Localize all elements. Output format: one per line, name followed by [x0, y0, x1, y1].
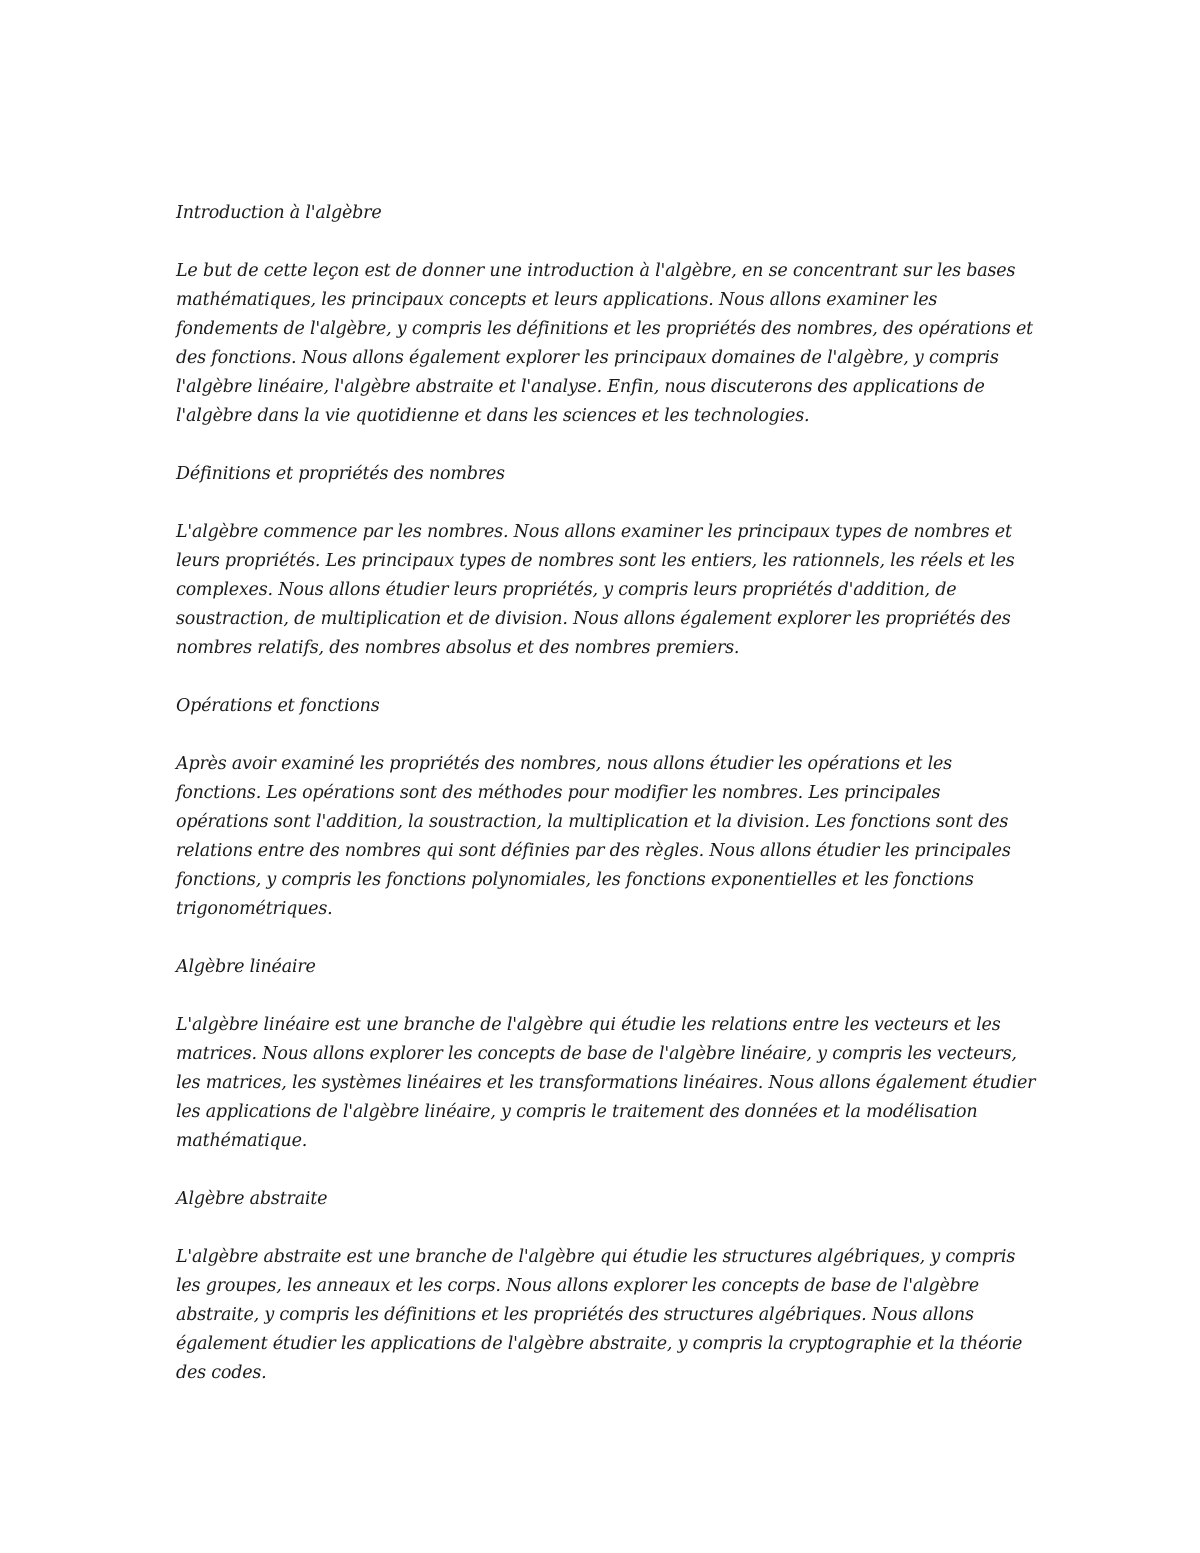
document-content — [176, 199, 1036, 1417]
section-body-operations: Après avoir examiné les propriétés des nombres, nous allons étudier les opérations et les fonctions. Les opérations sont des méthodes pour modifier les nombres. Les principales opérations sont l'addition, la soustraction, la multiplication et la division. Les fonctions sont des relations entre des nombres qui sont définies par des règles. Nous allons étudier les principales fonctions, y compris les fonctions polynomiales, les fonctions exponentielles et les fonctions trigonométriques. — [176, 754, 1011, 919]
section-body-nombres: L'algèbre commence par les nombres. Nous allons examiner les principaux types de nombres et leurs propriétés. Les principaux types de nombres sont les entiers, les rationnels, les réels et les complexes. Nous allons étudier leurs propriétés, y compris leurs propriétés d'addition, de soustraction, de multiplication et de division. Nous allons également explorer les propriétés des nombres relatifs, des nombres absolus et des nombres premiers. — [176, 522, 1015, 658]
section-heading-algebre-abstraite: Algèbre abstraite — [176, 1189, 328, 1209]
section-heading-operations: Opérations et fonctions — [176, 696, 380, 716]
section-heading-introduction: Introduction à l'algèbre — [176, 203, 382, 223]
section-body-algebre-lineaire: L'algèbre linéaire est une branche de l'algèbre qui étudie les relations entre les vecteurs et les matrices. Nous allons explorer les concepts de base de l'algèbre linéaire, y compris les vecteurs, les matrices, les systèmes linéaires et les transformations linéaires. Nous allons également étudier les applications de l'algèbre linéaire, y compris le traitement des données et la modélisation mathématique. — [176, 1015, 1036, 1151]
section-heading-nombres: Définitions et propriétés des nombres — [176, 464, 505, 484]
section-heading-algebre-lineaire: Algèbre linéaire — [176, 957, 316, 977]
section-body-introduction: Le but de cette leçon est de donner une introduction à l'algèbre, en se concentrant sur les bases mathématiques, les principaux concepts et leurs applications. Nous allons examiner les fondements de l'algèbre, y compris les définitions et les propriétés des nombres, des opérations et des fonctions. Nous allons également explorer les principaux domaines de l'algèbre, y compris l'algèbre linéaire, l'algèbre abstraite et l'analyse. Enfin, nous discuterons des applications de l'algèbre dans la vie quotidienne et dans les sciences et les technologies. — [176, 261, 1033, 426]
section-body-algebre-abstraite: L'algèbre abstraite est une branche de l'algèbre qui étudie les structures algébriques, y compris les groupes, les anneaux et les corps. Nous allons explorer les concepts de base de l'algèbre abstraite, y compris les définitions et les propriétés des structures algébriques. Nous allons également étudier les applications de l'algèbre abstraite, y compris la cryptographie et la théorie des codes. — [176, 1247, 1023, 1383]
